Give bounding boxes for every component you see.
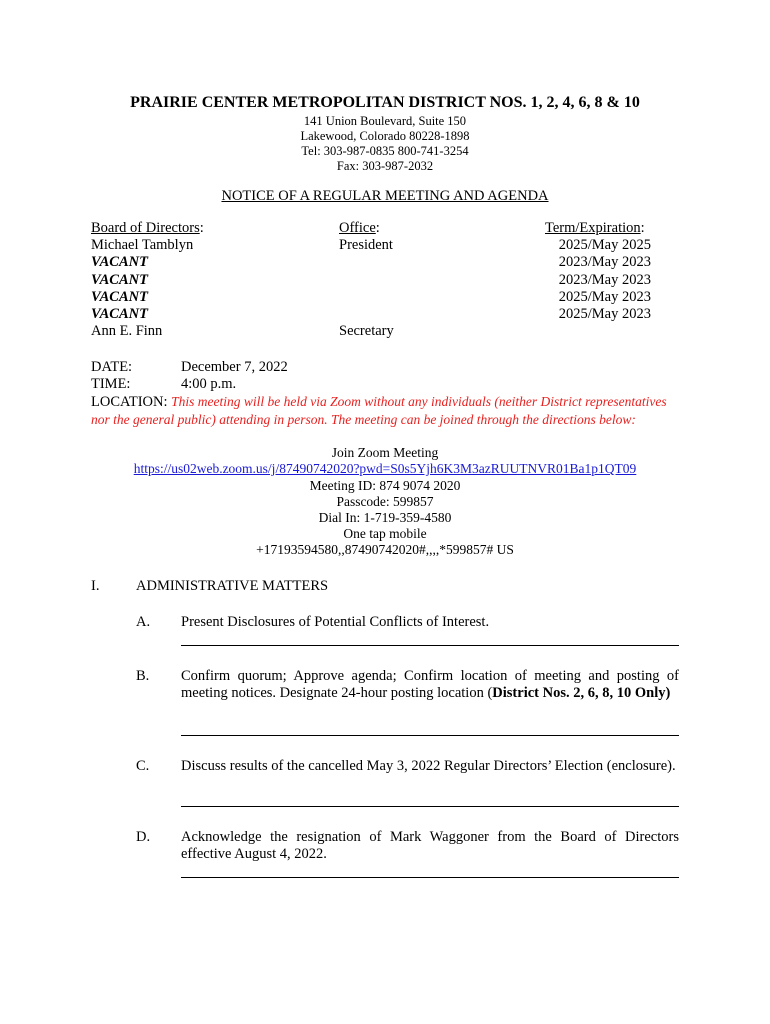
board-directors-label: Board of Directors	[91, 220, 200, 236]
agenda-item-b	[181, 668, 679, 702]
director-office: Secretary	[339, 323, 394, 339]
director-name: VACANT	[91, 289, 148, 305]
one-tap-label: One tap mobile	[343, 526, 427, 541]
response-line	[181, 877, 679, 878]
director-name: VACANT	[91, 306, 148, 322]
district-title: PRAIRIE CENTER METROPOLITAN DISTRICT NOS. 1, 2, 4, 6, 8 & 10	[130, 94, 640, 111]
item-letter: C.	[136, 758, 150, 774]
director-name: VACANT	[91, 272, 148, 288]
section-title: ADMINISTRATIVE MATTERS	[136, 578, 329, 594]
agenda-item-text: Present Disclosures of Potential Conflicts of Interest.	[181, 614, 490, 630]
time-value: 4:00 p.m.	[181, 376, 237, 392]
response-line	[181, 806, 679, 807]
director-term: 2025/May 2025	[558, 237, 651, 253]
address-line-1: 141 Union Boulevard, Suite 150	[303, 114, 467, 128]
director-office: President	[339, 237, 393, 253]
one-tap-number: +17193594580,,87490742020#,,,,*599857# US	[256, 542, 514, 557]
zoom-link-row	[0, 461, 770, 477]
term-label: Term/Expiration	[545, 220, 641, 236]
zoom-meeting-link[interactable]: https://us02web.zoom.us/j/87490742020?pwd=S0s5Yjh6K3M3azRUUTNVR01Ba1p1QT09	[133, 461, 637, 476]
time-label: TIME:	[91, 376, 131, 392]
term-header	[545, 220, 645, 237]
agenda-item-bold-text: District Nos. 2, 6, 8, 10 Only)	[492, 685, 671, 701]
response-line	[181, 735, 679, 736]
director-name: Michael Tamblyn	[91, 237, 194, 253]
item-letter: D.	[136, 829, 151, 845]
office-header	[339, 220, 380, 237]
location-line-2: nor the general public) attending in person. The meeting can be joined through the directions below:	[91, 412, 636, 427]
director-name: Ann E. Finn	[91, 323, 163, 339]
response-line	[181, 645, 679, 646]
dial-in: Dial In: 1-719-359-4580	[318, 510, 452, 525]
director-term: 2025/May 2023	[558, 289, 651, 305]
date-value: December 7, 2022	[181, 359, 288, 375]
telephone: Tel: 303-987-0835 800-741-3254	[301, 144, 469, 158]
director-name: VACANT	[91, 254, 148, 270]
join-zoom-heading: Join Zoom Meeting	[331, 445, 439, 460]
fax: Fax: 303-987-2032	[336, 159, 434, 173]
board-directors-header	[91, 220, 204, 237]
director-term: 2025/May 2023	[558, 306, 651, 322]
notice-title-text: NOTICE OF A REGULAR MEETING AND AGENDA	[221, 188, 549, 204]
director-term: 2023/May 2023	[558, 272, 651, 288]
item-letter: A.	[136, 614, 151, 630]
colon: :	[199, 220, 204, 236]
item-letter: B.	[136, 668, 150, 684]
colon: :	[375, 220, 380, 236]
location-label: LOCATION:	[91, 394, 168, 410]
passcode: Passcode: 599857	[336, 494, 434, 509]
meeting-id: Meeting ID: 874 9074 2020	[309, 478, 461, 493]
address-line-2: Lakewood, Colorado 80228-1898	[300, 129, 470, 143]
colon: :	[640, 220, 645, 236]
agenda-item-text: Discuss results of the cancelled May 3, 2022 Regular Directors’ Election (enclosure).	[181, 758, 676, 774]
location-text: This meeting will be held via Zoom without any individuals (neither District representatives	[171, 394, 667, 409]
agenda-item-text: Confirm quorum; Approve agenda; Confirm location of meeting and posting of meeting notices. Designate 24-hour posting location (	[181, 668, 679, 701]
date-label: DATE:	[91, 359, 133, 375]
section-number: I.	[91, 578, 100, 594]
notice-title	[0, 188, 770, 205]
agenda-item-text: Acknowledge the resignation of Mark Waggoner from the Board of Directors effective August 4, 2022.	[181, 829, 679, 862]
office-label: Office	[339, 220, 376, 236]
director-term: 2023/May 2023	[558, 254, 651, 270]
location-line-1	[91, 394, 667, 411]
